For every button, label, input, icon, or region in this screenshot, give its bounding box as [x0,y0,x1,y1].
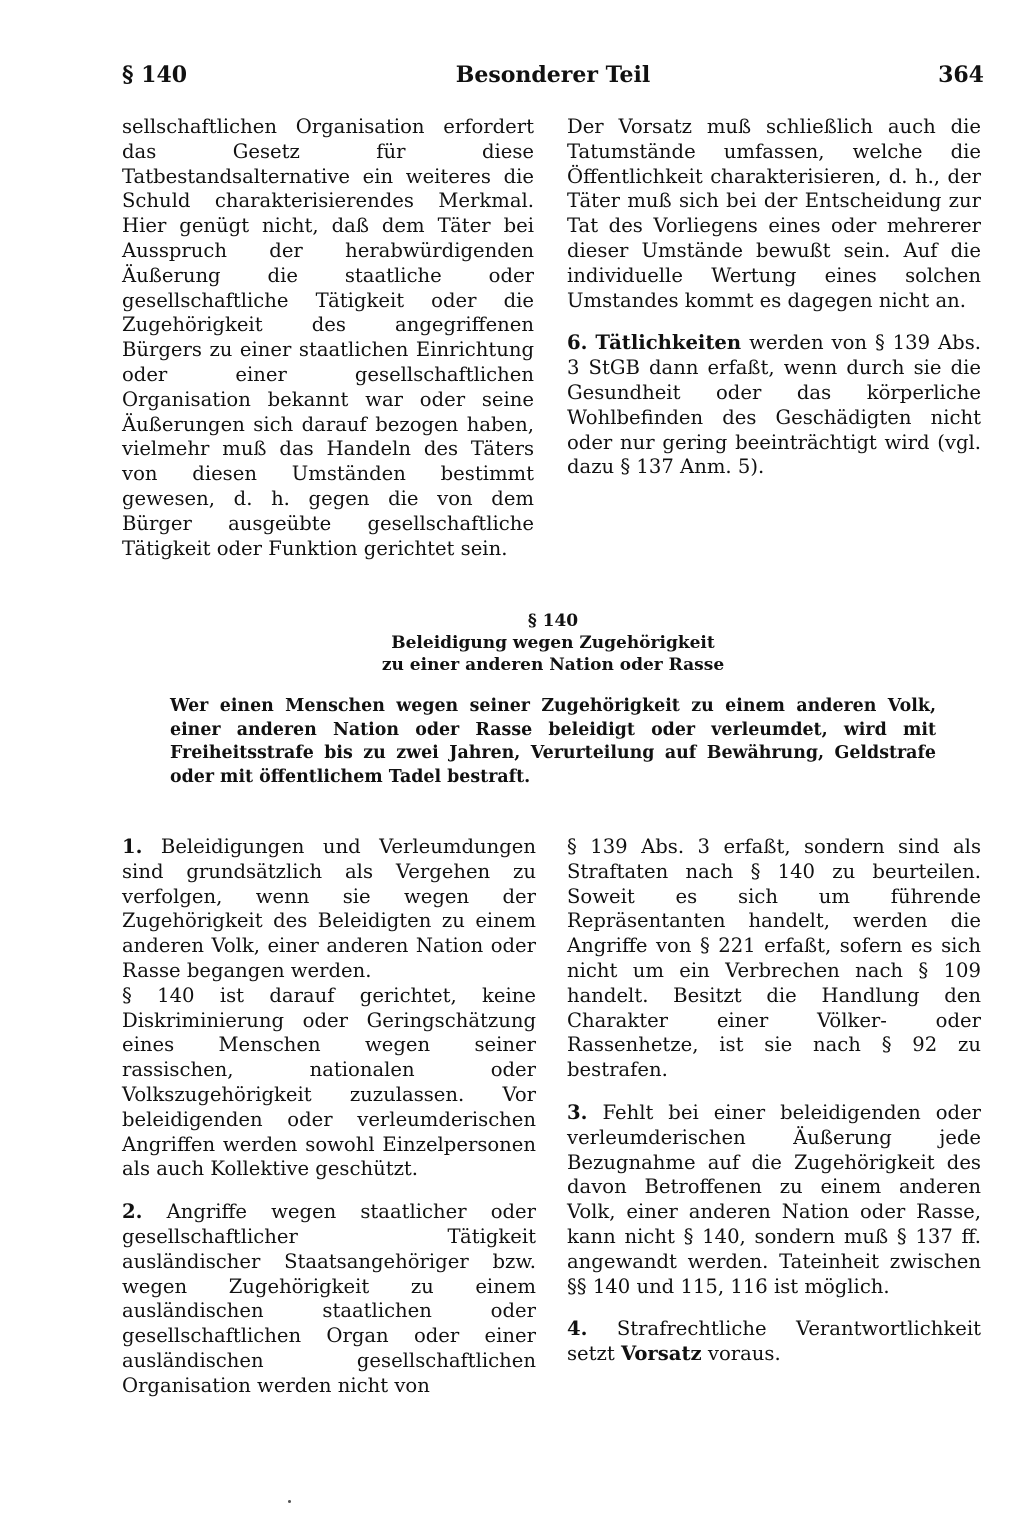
note-2-number: 2. [122,1200,143,1224]
note-1-number: 1. [122,835,143,858]
note-1-text: Beleidigungen und Verleumdungen sind grundsätzlich als Vergehen zu verfolgen, wenn sie wegen der Zugehörigkeit des Beleidigten zu einem anderen Volk, einer anderen Nation oder Rasse begangen werden. [122,835,536,982]
top-right-column [567,115,981,480]
note-4-number: 4. [567,1317,588,1341]
bottom-left-column [122,835,536,1399]
statute-text: Wer einen Menschen wegen seiner Zugehörigkeit zu einem anderen Volk, einer anderen Nation oder Rasse beleidigt oder verleumdet, wird mit Freiheitsstrafe bis zu zwei Jahren, Verurteilung auf Bewährung, Geldstrafe oder mit öffentlichem Tadel bestraft. [170,696,936,787]
note-3-number: 3. [567,1100,588,1124]
header-title: Besonderer Teil [455,62,651,88]
header-section: § 140 [122,62,188,88]
note-2 [122,1200,536,1398]
note-4-text-b: voraus. [701,1342,781,1366]
running-header [122,62,984,98]
note-3-text: Fehlt bei einer beleidigenden oder verleumderischen Äußerung jede Bezugnahme auf die Zugehörigkeit des davon Betroffenen zu einem anderen Volk, einer anderen Nation oder Rasse, kann nicht § 140, sondern muß § 137 ff. angewandt werden. Tateinheit zwischen §§ 140 und 115, 116 ist möglich. [567,1100,981,1298]
note-4-term: Vorsatz [620,1342,702,1366]
note-4 [567,1317,981,1367]
note-4-text-a: Strafrechtliche Verantwortlichkeit setzt [567,1317,981,1366]
print-speck [288,1500,291,1503]
section-number: § 140 [527,611,579,631]
top-left-column [122,115,534,561]
paragraph-vorsatz: Der Vorsatz muß schließlich auch die Tatumstände umfassen, welche die Öffentlichkeit charakterisieren, d. h., der Täter muß sich bei der Entscheidung zur Tat des Vorliegens eines oder mehrerer dieser Umstände bewußt sein. Auf die individuelle Wertung eines solchen Umstandes kommt es dagegen nicht an. [567,115,981,312]
paragraph-continuation: sellschaftlichen Organisation erfordert das Gesetz für diese Tatbestandsalternative ein weiteres die Schuld charakterisierendes Merkmal. Hier genügt nicht, daß dem Täter bei Ausspruch der herabwürdigenden Äußerung die staatliche oder gesellschaftliche Tätigkeit oder die Zugehörigkeit des angegriffenen Bürgers zu einer staatlichen Einrichtung oder einer gesellschaftlichen Organisation bekannt war oder seine Äußerungen sich darauf bezogen haben, vielmehr muß das Handeln des Täters von diesen Umständen bestimmt gewesen, d. h. gegen die von dem Bürger ausgeübte gesellschaftliche Tätigkeit oder Funktion gerichtet sein. [122,115,534,560]
note-6-number: 6. [567,331,588,355]
section-title-line2: zu einer anderen Nation oder Rasse [381,655,725,675]
section-heading [122,610,984,676]
note-6-term: Tätlichkeiten [595,331,742,355]
note-3 [567,1101,981,1299]
note-2-text: Angriffe wegen staatlicher oder gesellschaftlicher Tätigkeit ausländischer Staatsangehöriger bzw. wegen Zugehörigkeit zu einem ausländischen staatlichen oder gesellschaftlichen Organ oder einer ausländischen gesellschaftlichen Organisation werden nicht von [122,1200,536,1397]
note-6 [567,331,981,480]
note-6-text: werden von § 139 Abs. 3 StGB dann erfaßt, wenn durch sie die Gesundheit oder das körperliche Wohlbefinden des Geschädigten nicht oder nur gering beeinträchtigt wird (vgl. dazu § 137 Anm. 5). [567,331,981,479]
bottom-right-column [567,835,981,1367]
note-1 [122,835,536,984]
note-2-continued: § 139 Abs. 3 erfaßt, sondern sind als Straftaten nach § 140 zu beurteilen. Soweit es sich um führende Repräsentanten handelt, werden die Angriffe von § 221 erfaßt, sofern es sich nicht um ein Verbrechen nach § 109 handelt. Besitzt die Handlung den Charakter einer Völker- oder Rassenhetze, ist sie nach § 92 zu bestrafen. [567,835,981,1082]
section-title-line1: Beleidigung wegen Zugehörigkeit [391,633,715,653]
note-1-continued: § 140 ist darauf gerichtet, keine Diskriminierung oder Geringschätzung eines Menschen wegen seiner rassischen, nationalen oder Volkszugehörigkeit zuzulassen. Vor beleidigenden oder verleumderischen Angriffen werden sowohl Einzelpersonen als auch Kollektive geschützt. [122,983,536,1181]
page-number: 364 [938,62,984,88]
